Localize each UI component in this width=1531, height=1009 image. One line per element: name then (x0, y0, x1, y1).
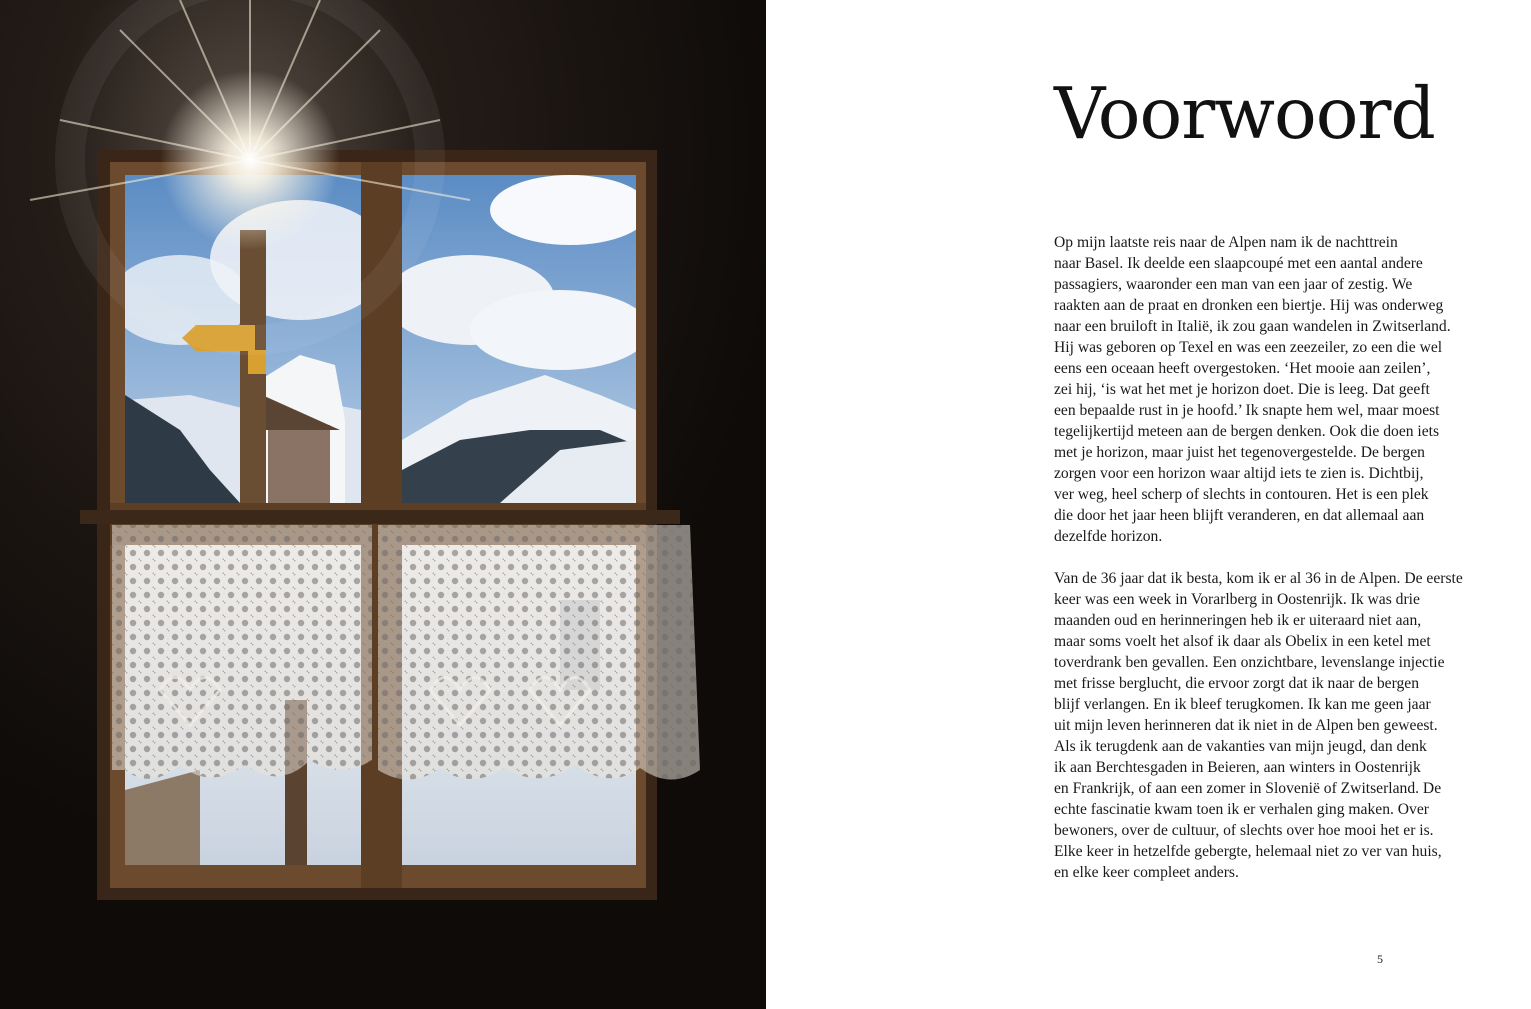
page-number: 5 (1377, 952, 1383, 966)
lace-curtain-right (378, 525, 700, 780)
chapter-title: Voorwoord (1054, 72, 1435, 155)
body-text (1054, 232, 1494, 904)
text-page (766, 0, 1531, 1009)
lace-curtain-left (112, 525, 372, 779)
paragraph: Van de 36 jaar dat ik besta, kom ik er al 36 in de Alpen. De eerste keer was een week in Vorarlberg in Oostenrijk. Ik was drie maanden oud en herinneringen heb ik er uiteraard niet aan, maar soms voelt het alsof ik daar als Obelix in een ketel met toverdrank ben gevallen. Een onzichtbare, levenslange injectie met frisse berglucht, die ervoor zorgt dat ik naar de bergen blijf verlangen. En ik bleef terugkomen. Ik kan me geen jaar uit mijn leven herinneren dat ik niet in de Alpen ben geweest. Als ik terugdenk aan de vakanties van mijn jeugd, dan denk ik aan Berchtesgaden in Beieren, aan winters in Oostenrijk en Frankrijk, of aan een zomer in Slovenië of Zwitserland. De echte fascinatie kwam toen ik er verhalen ging maken. Over bewoners, over de cultuur, of slechts over hoe mooi het er is. Elke keer in hetzelfde gebergte, helemaal niet zo ver van huis, en elke keer compleet anders. (1054, 570, 1463, 881)
paragraph: Op mijn laatste reis naar de Alpen nam ik de nachttrein naar Basel. Ik deelde een slaapcoupé met een aantal andere passagiers, waaronder een man van een jaar of zestig. We raakten aan de praat en dronken een biertje. Hij was onderweg naar een bruiloft in Italië, ik zou gaan wandelen in Zwitserland. Hij was geboren op Texel en was een zeezeiler, zo een die wel eens een oceaan heeft overgestoken. ‘Het mooie aan zeilen’, zei hij, ‘is wat het met je horizon doet. Die is leeg. Dat geeft een bepaalde rust in je hoofd.’ Ik snapte hem wel, maar moest tegelijkertijd meteen aan de bergen denken. Ook die doen iets met je horizon, maar juist het tegenovergestelde. De bergen zorgen voor een horizon waar altijd iets te zien is. Dichtbij, ver weg, heel scherp of slechts in contouren. Het is een plek die door het jaar heen blijft veranderen, en dat allemaal aan dezelfde horizon. (1054, 234, 1451, 545)
